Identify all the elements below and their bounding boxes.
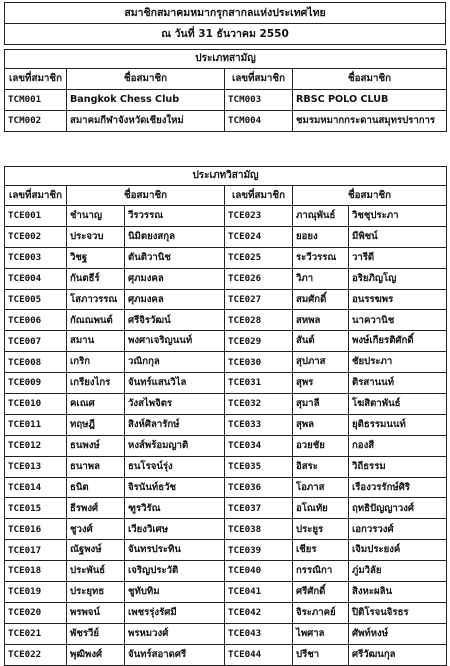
table-row [5,644,447,665]
member-last-name: หงส์พร้อมญาติ [125,435,225,456]
member-code: TCE020 [5,602,67,623]
member-first-name: พุฒิพงศ์ [67,644,125,665]
member-last-name: นิมิตยงสกุล [125,226,225,247]
member-last-name: พรหมวงศ์ [125,623,225,644]
member-last-name: ธนโรจน์รุ่ง [125,456,225,477]
table-row [5,331,447,352]
member-code: TCE018 [5,561,67,582]
member-last-name: เอกวรวงศ์ [349,519,447,540]
member-first-name: สุพร [293,373,349,394]
table-row [5,268,447,289]
member-first-name: สุมาลี [293,394,349,415]
member-last-name: วณิกกุล [125,352,225,373]
member-first-name: โสภาวรรณ [67,289,125,310]
table-row [5,456,447,477]
column-header-member-name: ชื่อสมาชิก [293,69,447,90]
member-last-name: ศุภมงคล [125,268,225,289]
table-row [5,226,447,247]
member-code: TCE014 [5,477,67,498]
member-code: TCE034 [225,435,293,456]
member-first-name: อิสระ [293,456,349,477]
member-first-name: ภาณุพันธ์ [293,206,349,227]
member-last-name: เจิมประยงค์ [349,540,447,561]
table-row [5,477,447,498]
member-last-name: วิถีธรรม [349,456,447,477]
member-code: TCE033 [225,414,293,435]
member-code: TCE016 [5,519,67,540]
table-row [5,519,447,540]
member-code: TCE027 [225,289,293,310]
member-code: TCE036 [225,477,293,498]
column-header-member-code: เลขที่สมาชิก [225,186,293,206]
member-name: Bangkok Chess Club [67,90,225,111]
member-last-name: โฆสิตาพันธ์ [349,394,447,415]
associate-category-label: ประเภทวิสามัญ [5,167,447,186]
member-last-name: ศัพท์หงษ์ [349,623,447,644]
member-code: TCE029 [225,331,293,352]
table-row [5,247,447,268]
column-header-member-name: ชื่อสมาชิก [67,69,225,90]
member-code: TCE038 [225,519,293,540]
member-first-name: ธนพงษ์ [67,435,125,456]
member-last-name: ศรีวัฒนกุล [349,644,447,665]
member-first-name: พรพจน์ [67,602,125,623]
member-first-name: โอภาส [293,477,349,498]
table-row [5,582,447,603]
member-last-name: วีรวรรณ [125,206,225,227]
member-last-name: จันทร์สอาดศรี [125,644,225,665]
table-row [5,414,447,435]
member-first-name: กัณณพนต์ [67,310,125,331]
document-date: ณ วันที่ 31 ธันวาคม 2550 [5,24,446,45]
member-code: TCE031 [225,373,293,394]
member-first-name: ธนิต [67,477,125,498]
member-last-name: เวียงวิเศษ [125,519,225,540]
table-row [5,435,447,456]
member-code: TCE026 [225,268,293,289]
member-last-name: ยุติธรรมนนท์ [349,414,447,435]
member-code: TCE004 [5,268,67,289]
table-row [5,498,447,519]
member-code: TCE041 [225,582,293,603]
member-last-name: จิรนันท์ธวัช [125,477,225,498]
document-title: สมาชิกสมาคมหมากรุกสากลแห่งประเทศไทย [5,3,446,24]
column-header-member-code: เลขที่สมาชิก [225,69,293,90]
member-last-name: ฤทธิปัญญาวงศ์ [349,498,447,519]
member-code: TCM002 [5,111,67,132]
member-first-name: สุปภาส [293,352,349,373]
table-row [5,310,447,331]
member-last-name: ภู่มวิลัย [349,561,447,582]
table-row [5,111,447,132]
table-row [5,561,447,582]
member-code: TCE028 [225,310,293,331]
table-row [5,623,447,644]
member-last-name: ศุภมงคล [125,289,225,310]
table-row [5,206,447,227]
member-code: TCE008 [5,352,67,373]
member-first-name: คเณศ [67,394,125,415]
member-code: TCM001 [5,90,67,111]
table-row [5,373,447,394]
member-last-name: เรืองวรรักษ์ศิริ [349,477,447,498]
member-name: ชมรมหมากกระดานสมุทรปราการ [293,111,447,132]
column-header-member-code: เลขที่สมาชิก [5,186,67,206]
document-header [4,2,446,45]
member-first-name: เกรียงไกร [67,373,125,394]
member-last-name: ชูทับทิม [125,582,225,603]
member-first-name: กันตธีร์ [67,268,125,289]
member-code: TCE044 [225,644,293,665]
member-code: TCE037 [225,498,293,519]
member-first-name: ประพันธ์ [67,561,125,582]
member-name: RBSC POLO CLUB [293,90,447,111]
member-code: TCE017 [5,540,67,561]
member-last-name: นาควานิช [349,310,447,331]
member-code: TCE024 [225,226,293,247]
member-code: TCE013 [5,456,67,477]
member-name: สมาคมกีฬาจังหวัดเชียงใหม่ [67,111,225,132]
member-first-name: สมาน [67,331,125,352]
member-code: TCE032 [225,394,293,415]
member-code: TCE030 [225,352,293,373]
table-row [5,602,447,623]
member-first-name: จิระภาคย์ [293,602,349,623]
member-first-name: อโณทัย [293,498,349,519]
column-header-member-name: ชื่อสมาชิก [67,186,225,206]
member-last-name: วิชชุประภา [349,206,447,227]
member-last-name: สิงหะผลิน [349,582,447,603]
member-first-name: ยอยง [293,226,349,247]
member-last-name: พงศาเจริญนนท์ [125,331,225,352]
member-code: TCE035 [225,456,293,477]
member-first-name: ณัฐพงษ์ [67,540,125,561]
member-code: TCE015 [5,498,67,519]
member-first-name: วิชฐ [67,247,125,268]
member-last-name: สิงห์ศิลารักษ์ [125,414,225,435]
member-first-name: เชียร [293,540,349,561]
member-last-name: เจริญประวัติ [125,561,225,582]
member-code: TCE021 [5,623,67,644]
column-header-member-code: เลขที่สมาชิก [5,69,67,90]
column-header-member-name: ชื่อสมาชิก [293,186,447,206]
member-code: TCE007 [5,331,67,352]
member-first-name: ประยูร [293,519,349,540]
table-row [5,352,447,373]
member-first-name: ทฤษฎี [67,414,125,435]
member-first-name: กรรณิกา [293,561,349,582]
member-code: TCE002 [5,226,67,247]
member-last-name: ตันติวานิช [125,247,225,268]
member-code: TCE043 [225,623,293,644]
member-code: TCE022 [5,644,67,665]
member-first-name: สุพล [293,414,349,435]
member-last-name: จันทร์แสนวิไล [125,373,225,394]
member-first-name: ธีรพงศ์ [67,498,125,519]
member-last-name: วารีดี [349,247,447,268]
member-first-name: ระวีวรรณ [293,247,349,268]
member-last-name: ฑูรวิรัณ [125,498,225,519]
member-code: TCE009 [5,373,67,394]
member-code: TCE006 [5,310,67,331]
member-code: TCE011 [5,414,67,435]
member-first-name: ชูวงศ์ [67,519,125,540]
table-row [5,90,447,111]
member-code: TCE012 [5,435,67,456]
member-code: TCE019 [5,582,67,603]
member-code: TCE040 [225,561,293,582]
member-first-name: สันต์ [293,331,349,352]
table-row [5,394,447,415]
member-code: TCE042 [225,602,293,623]
member-code: TCM003 [225,90,293,111]
member-code: TCE005 [5,289,67,310]
member-first-name: ไพศาล [293,623,349,644]
member-first-name: สหพล [293,310,349,331]
member-first-name: อวยชัย [293,435,349,456]
member-first-name: ประยุทธ [67,582,125,603]
member-code: TCE039 [225,540,293,561]
member-code: TCE023 [225,206,293,227]
member-first-name: ศรีศักดิ์ [293,582,349,603]
table-row [5,289,447,310]
member-last-name: อนรรฆพร [349,289,447,310]
member-last-name: พงษ์เกียรติศักดิ์ [349,331,447,352]
member-code: TCE003 [5,247,67,268]
member-last-name: กองสี [349,435,447,456]
member-code: TCM004 [225,111,293,132]
member-first-name: ธนาพล [67,456,125,477]
member-last-name: ชัยประภา [349,352,447,373]
member-last-name: ปิติโรจนจิรธร [349,602,447,623]
member-first-name: ประจวบ [67,226,125,247]
table-row [5,540,447,561]
member-first-name: เกริก [67,352,125,373]
member-last-name: เพชรรุ่งรัศมี [125,602,225,623]
member-code: TCE001 [5,206,67,227]
member-first-name: วิภา [293,268,349,289]
member-last-name: จันทรประทิน [125,540,225,561]
member-last-name: ศรีจิรวัฒน์ [125,310,225,331]
member-last-name: วังสไพจิตร [125,394,225,415]
member-last-name: มีพิชน์ [349,226,447,247]
member-first-name: พัชรวีย์ [67,623,125,644]
ordinary-category-label: ประเภทสามัญ [5,50,447,69]
ordinary-members-table [4,49,447,132]
member-first-name: ชำนาญ [67,206,125,227]
member-first-name: สมศักดิ์ [293,289,349,310]
member-code: TCE010 [5,394,67,415]
member-first-name: ปรีชา [293,644,349,665]
associate-members-table [4,166,447,666]
member-last-name: ติรสานนท์ [349,373,447,394]
member-last-name: อริยภิญโญ [349,268,447,289]
member-code: TCE025 [225,247,293,268]
